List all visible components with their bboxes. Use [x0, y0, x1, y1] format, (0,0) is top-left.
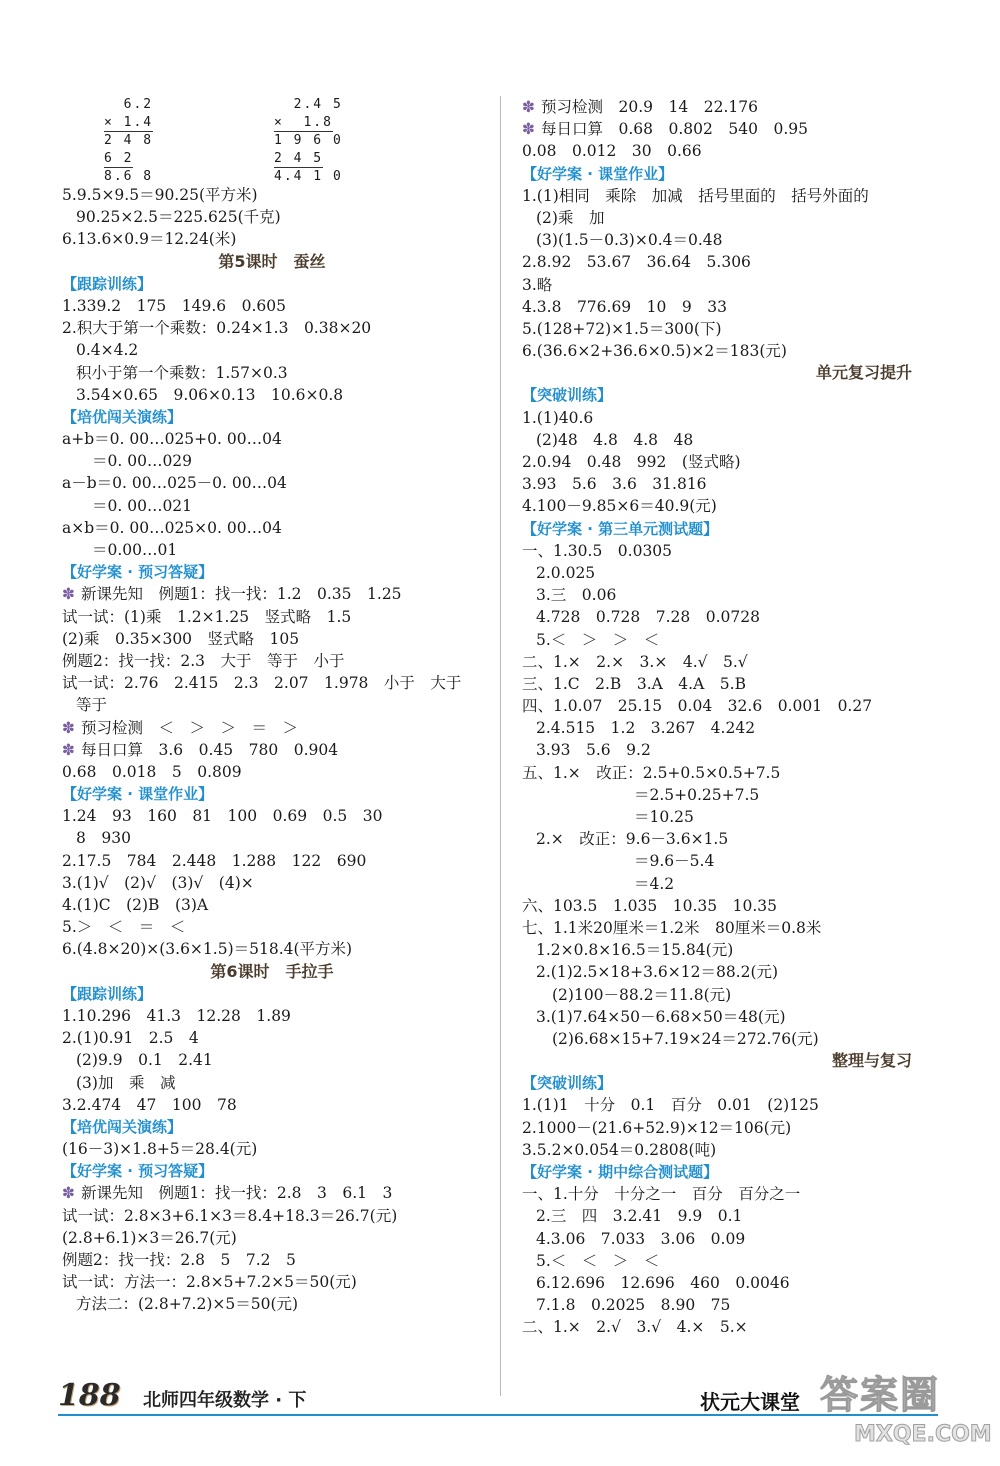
answer-line: 试一试：2.76 2.415 2.3 2.07 1.978 小于 大于: [62, 674, 462, 693]
answer-line: 二、1.× 2.√ 3.√ 4.× 5.×: [522, 1318, 748, 1337]
answer-line: 0.4×4.2: [76, 341, 139, 360]
answer-line: (3)加 乘 减: [76, 1073, 176, 1092]
answer-line: (2.8+6.1)×3＝26.7(元): [62, 1228, 237, 1247]
watermark-text: 答案圈: [820, 1373, 941, 1417]
answer-line: ＝0. 00…021: [92, 496, 193, 515]
right-column: [522, 96, 952, 1339]
calc-2-45-times-1-8: 2.4 5 × 1.8 1 9 6 0 2 4 5 4.4 1 0: [274, 97, 343, 185]
answer-line: 7.1.8 0.2025 8.90 75: [536, 1296, 731, 1315]
answer-line: 一、1.十分 十分之一 百分 百分之一: [522, 1185, 801, 1204]
answer-line: 6.12.696 12.696 460 0.0046: [536, 1273, 790, 1292]
answer-line: 例题2：找一找：2.3 大于 等于 小于: [62, 651, 345, 670]
answer-line: 3.三 0.06: [536, 586, 617, 605]
answer-line: ✽ 预习检测 20.9 14 22.176: [522, 98, 758, 116]
answer-line: 2.4.515 1.2 3.267 4.242: [536, 719, 756, 738]
section-label: 【好学案 · 预习答疑】: [62, 563, 214, 582]
answer-line: (2)乘 加: [536, 208, 605, 227]
flower-icon: ✽: [522, 120, 535, 139]
flower-icon: ✽: [522, 98, 535, 116]
answer-line: 4.728 0.728 7.28 0.0728: [536, 608, 760, 627]
lesson-heading: 第5课时 蚕丝: [218, 251, 326, 271]
section-label: 【培优闯关演练】: [62, 1117, 183, 1136]
answer-line: (2)48 4.8 4.8 48: [536, 430, 694, 449]
answer-line: 3.93 5.6 3.6 31.816: [522, 475, 707, 494]
answer-line: ＝0.00…01: [92, 541, 178, 559]
answer-line: 6.(36.6×2+36.6×0.5)×2＝183(元): [522, 342, 787, 361]
answer-line: 5.＜ ＞ ＞ ＜: [536, 630, 660, 649]
section-label: 【突破训练】: [522, 1074, 613, 1093]
answer-line: 1.339.2 175 149.6 0.605: [62, 296, 286, 315]
answer-line: (3)(1.5－0.3)×0.4＝0.48: [536, 231, 723, 250]
answer-line: 1.24 93 160 81 100 0.69 0.5 30: [62, 807, 383, 826]
vertical-calculations: [62, 96, 482, 184]
answer-line: (2)乘 0.35×300 竖式略 105: [62, 629, 300, 648]
section-label: 【跟踪训练】: [62, 984, 153, 1003]
answer-line: 5.(128+72)×1.5＝300(下): [522, 319, 722, 338]
left-column: [62, 96, 482, 1316]
answer-line: 试一试：2.8×3+6.1×3＝8.4+18.3＝26.7(元): [62, 1206, 398, 1225]
answer-line: 4.3.06 7.033 3.06 0.09: [536, 1229, 746, 1248]
answer-line: ＝2.5+0.25+7.5: [634, 785, 760, 804]
answer-line: 3.略: [522, 275, 553, 294]
answer-line: 90.25×2.5＝225.625(千克): [76, 208, 281, 227]
answer-line: 2.1000－(21.6+52.9)×12＝106(元): [522, 1118, 792, 1137]
answer-line: (2)9.9 0.1 2.41: [76, 1051, 213, 1070]
answer-line: 试一试：(1)乘 1.2×1.25 竖式略 1.5: [62, 607, 352, 626]
answer-line: 1.(1)1 十分 0.1 百分 0.01 (2)125: [522, 1096, 819, 1115]
flower-icon: ✽: [62, 740, 75, 759]
answer-line: 2.三 四 3.2.41 9.9 0.1: [536, 1207, 743, 1226]
answer-line: 六、103.5 1.035 10.35 10.35: [522, 896, 777, 915]
flower-icon: ✽: [62, 718, 75, 737]
answer-line: 3.(1)√ (2)√ (3)√ (4)×: [62, 873, 254, 892]
answer-line: ✽ 每日口算 3.6 0.45 780 0.904: [62, 740, 339, 759]
section-label: 【好学案 · 期中综合测试题】: [522, 1163, 719, 1181]
section-label: 【好学案 · 第三单元测试题】: [522, 519, 719, 538]
answer-line: 试一试：方法一：2.8×5+7.2×5＝50(元): [62, 1273, 357, 1292]
column-divider: [500, 96, 501, 1396]
unit-review-heading: 单元复习提升: [815, 363, 912, 383]
section-label: 【好学案 · 课堂作业】: [522, 164, 674, 183]
answer-line: 四、1.0.07 25.15 0.04 32.6 0.001 0.27: [522, 697, 873, 716]
answer-line: 七、1.1米20厘米＝1.2米 80厘米＝0.8米: [522, 918, 822, 937]
answer-line: a×b＝0. 00…025×0. 00…04: [62, 518, 282, 537]
section-label: 【好学案 · 课堂作业】: [62, 785, 214, 804]
answer-line: 4.(1)C (2)B (3)A: [62, 896, 209, 914]
answer-line: ✽ 新课先知 例题1：找一找：1.2 0.35 1.25: [62, 585, 402, 604]
answer-line: 3.(1)7.64×50－6.68×50＝48(元): [536, 1007, 786, 1026]
page-number: 188: [58, 1378, 121, 1413]
answer-line: a－b＝0. 00…025－0. 00…04: [62, 474, 287, 493]
answer-line: 五、1.× 改正：2.5+0.5×0.5+7.5: [522, 763, 781, 782]
answer-line: 5.＜ ＜ ＞ ＜: [536, 1251, 660, 1270]
answer-line: 1.(1)相同 乘除 加减 括号里面的 括号外面的: [522, 186, 869, 205]
answer-line: 2.0.94 0.48 992 (竖式略): [522, 453, 741, 471]
answer-line: 6.(4.8×20)×(3.6×1.5)＝518.4(平方米): [62, 940, 353, 959]
review-heading: 整理与复习: [831, 1051, 912, 1071]
answer-line: 8 930: [76, 829, 131, 848]
answer-line: (16－3)×1.8+5＝28.4(元): [62, 1140, 258, 1159]
section-label: 【培优闯关演练】: [62, 407, 183, 426]
answer-line: 0.08 0.012 30 0.66: [522, 142, 702, 161]
flower-icon: ✽: [62, 585, 75, 604]
answer-line: ＝9.6－5.4: [634, 852, 715, 871]
answer-line: ✽ 新课先知 例题1：找一找：2.8 3 6.1 3: [62, 1184, 393, 1203]
answer-line: 0.68 0.018 5 0.809: [62, 762, 242, 781]
watermark-url: MXQE.COM: [854, 1422, 992, 1447]
answer-line: 3.93 5.6 9.2: [536, 741, 651, 760]
answer-line: ✽ 预习检测 ＜ ＞ ＞ ＝ ＞: [62, 718, 299, 737]
answer-line: 2.0.025: [536, 563, 596, 582]
answer-line: 方法二：(2.8+7.2)×5＝50(元): [76, 1295, 299, 1314]
section-label: 【好学案 · 预习答疑】: [62, 1162, 214, 1181]
lesson-heading: 第6课时 手拉手: [210, 961, 334, 981]
answer-line: 3.2.474 47 100 78: [62, 1095, 237, 1114]
answer-line: 2.17.5 784 2.448 1.288 122 690: [62, 851, 367, 870]
answer-line: ＝10.25: [634, 808, 694, 826]
answer-line: 5.9.5×9.5＝90.25(平方米): [62, 186, 258, 204]
answer-line: 2.(1)2.5×18+3.6×12＝88.2(元): [536, 963, 779, 982]
book-title: 北师四年级数学 · 下: [143, 1390, 307, 1411]
footer-rule: [58, 1414, 938, 1416]
section-label: 【突破训练】: [522, 386, 613, 405]
calc-6-2-times-1-4: 6.2 × 1.4 2 4 8 6 2 8.6 8: [104, 97, 154, 185]
watermark-logo: [820, 1360, 990, 1460]
answer-line: 1.10.296 41.3 12.28 1.89: [62, 1006, 291, 1025]
answer-line: 4.3.8 776.69 10 9 33: [522, 297, 727, 316]
answer-line: 6.13.6×0.9＝12.24(米): [62, 230, 237, 249]
answer-line: 等于: [76, 696, 108, 715]
section-label: 【跟踪训练】: [62, 274, 153, 293]
flower-icon: ✽: [62, 1184, 75, 1203]
answer-line: 2.× 改正：9.6－3.6×1.5: [536, 830, 729, 849]
answer-line: (2)6.68×15+7.19×24＝272.76(元): [552, 1029, 819, 1048]
answer-line: 积小于第一个乘数：1.57×0.3: [76, 363, 288, 382]
answer-line: 3.54×0.65 9.06×0.13 10.6×0.8: [76, 385, 344, 404]
answer-line: 2.(1)0.91 2.5 4: [62, 1029, 199, 1048]
answer-line: 2.积大于第一个乘数：0.24×1.3 0.38×20: [62, 319, 372, 338]
answer-line: a+b＝0. 00…025+0. 00…04: [62, 430, 282, 449]
answer-line: 2.8.92 53.67 36.64 5.306: [522, 253, 751, 272]
answer-line: 1.(1)40.6: [522, 408, 594, 427]
answer-line: 一、1.30.5 0.0305: [522, 541, 673, 560]
answer-line: 3.5.2×0.054＝0.2808(吨): [522, 1140, 717, 1159]
answer-line: ✽ 每日口算 0.68 0.802 540 0.95: [522, 120, 808, 139]
answer-line: 三、1.C 2.B 3.A 4.A 5.B: [522, 674, 746, 693]
answer-line: 5.＞ ＜ ＝ ＜: [62, 918, 186, 937]
answer-line: ＝0. 00…029: [92, 452, 193, 471]
answer-line: 例题2：找一找：2.8 5 7.2 5: [62, 1251, 296, 1269]
answer-line: 二、1.× 2.× 3.× 4.√ 5.√: [522, 652, 748, 671]
brand-name: 状元大课堂: [700, 1390, 800, 1414]
answer-line: ＝4.2: [634, 874, 675, 893]
answer-line: 4.100－9.85×6＝40.9(元): [522, 497, 717, 516]
answer-line: 1.2×0.8×16.5＝15.84(元): [536, 941, 734, 960]
answer-line: (2)100－88.2＝11.8(元): [552, 985, 732, 1004]
